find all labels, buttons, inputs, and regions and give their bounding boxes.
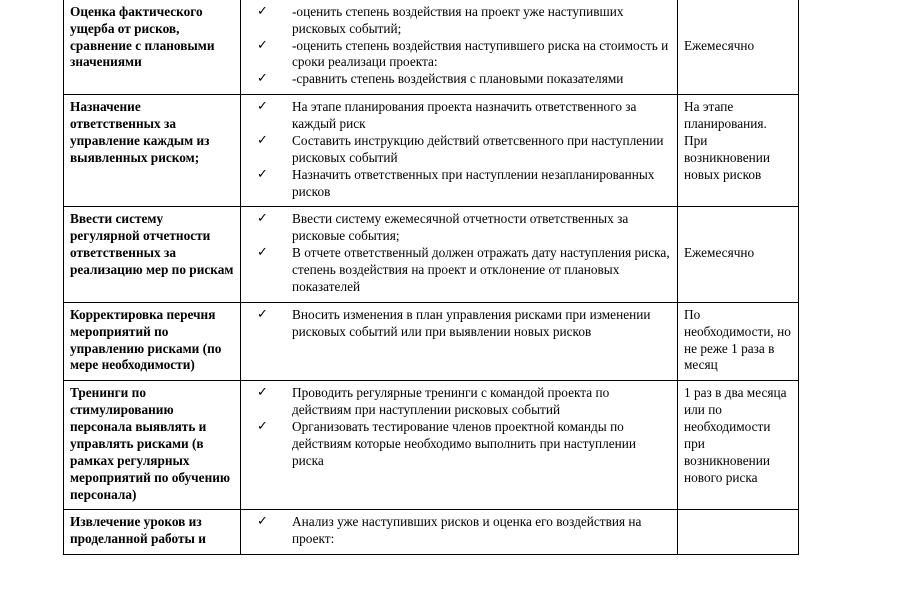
table-row xyxy=(64,0,799,95)
check-icon: ✓ xyxy=(257,37,268,53)
measure-text: Назначение ответственных за управление каждым из выявленных риском; xyxy=(70,99,210,165)
table-row xyxy=(64,510,799,555)
period-cell xyxy=(678,95,799,207)
measure-text: Ввести систему регулярной отчетности ответственных за реализацию мер по рискам xyxy=(70,211,234,277)
measure-text: Извлечение уроков из проделанной работы и xyxy=(70,514,206,547)
actions-cell xyxy=(241,302,678,381)
table-row xyxy=(64,207,799,302)
period-cell xyxy=(678,302,799,381)
actions-cell xyxy=(241,510,678,555)
actions-cell xyxy=(241,207,678,302)
check-icon: ✓ xyxy=(257,306,268,322)
action-text: Организовать тестирование членов проектной команды по действиям которые необходимо выполнить при наступлении риска xyxy=(292,419,636,468)
action-text: Вносить изменения в план управления рисками при изменении рисковых событий или при выявлении новых рисков xyxy=(292,306,651,339)
list-item xyxy=(247,133,671,167)
list-item xyxy=(247,167,671,201)
measure-cell xyxy=(64,381,241,510)
measure-cell xyxy=(64,0,241,95)
check-icon: ✓ xyxy=(257,132,268,148)
list-item xyxy=(247,385,671,419)
table-row xyxy=(64,381,799,510)
list-item xyxy=(247,38,671,72)
measure-text: Оценка фактического ущерба от рисков, сравнение с плановыми значениями xyxy=(70,3,215,70)
period-cell xyxy=(678,0,799,95)
check-icon: ✓ xyxy=(257,99,268,115)
list-item xyxy=(247,71,671,88)
check-icon: ✓ xyxy=(257,3,268,19)
table-row xyxy=(64,302,799,381)
measure-cell xyxy=(64,207,241,302)
action-text: -сравнить степень воздействия с плановыми показателями xyxy=(292,71,624,87)
check-icon: ✓ xyxy=(257,71,268,87)
actions-list xyxy=(247,99,671,200)
action-text: -оценить степень воздействия наступившего риска на стоимость и сроки реализаци проекта: xyxy=(292,37,669,70)
check-icon: ✓ xyxy=(257,166,268,182)
actions-list xyxy=(247,385,671,469)
measure-text: Корректировка перечня мероприятий по управлению рисками (по мере необходимости) xyxy=(70,306,222,373)
measure-text: Тренинги по стимулированию персонала выявлять и управлять рисками (в рамках регулярных мероприятий по обучению персонала) xyxy=(70,385,231,502)
actions-cell xyxy=(241,95,678,207)
list-item xyxy=(247,419,671,470)
action-text: -оценить степень воздействия на проект уже наступивших рисковых событий; xyxy=(292,3,624,36)
action-text: В отчете ответственный должен отражать дату наступления риска, степень воздействия на проект и отклонение от плановых показателей xyxy=(292,245,670,294)
period-text: Ежемесячно xyxy=(684,245,755,261)
actions-list xyxy=(247,211,671,295)
list-item xyxy=(247,514,671,548)
list-item xyxy=(247,307,671,341)
actions-list xyxy=(247,4,671,88)
risk-management-table xyxy=(63,0,799,555)
list-item xyxy=(247,4,671,38)
check-icon: ✓ xyxy=(257,211,268,227)
period-cell xyxy=(678,381,799,510)
period-text: На этапе планирования. При возникновении новых рисков xyxy=(684,99,770,182)
risk-management-table-wrapper xyxy=(63,0,798,555)
actions-cell xyxy=(241,381,678,510)
list-item xyxy=(247,245,671,296)
check-icon: ✓ xyxy=(257,245,268,261)
actions-cell xyxy=(241,0,678,95)
action-text: На этапе планирования проекта назначить ответственного за каждый риск xyxy=(292,99,637,131)
action-text: Проводить регулярные тренинги с командой проекта по действиям при наступлении рисковых событий xyxy=(292,385,610,418)
actions-list xyxy=(247,307,671,341)
action-text: Назначить ответственных при наступлении незапланированных рисков xyxy=(292,166,655,199)
action-text: Анализ уже наступивших рисков и оценка его воздействия на проект: xyxy=(292,514,642,547)
period-cell xyxy=(678,510,799,555)
measure-cell xyxy=(64,302,241,381)
measure-cell xyxy=(64,510,241,555)
period-text: Ежемесячно xyxy=(684,37,755,53)
check-icon: ✓ xyxy=(257,419,268,434)
check-icon: ✓ xyxy=(257,514,268,530)
list-item xyxy=(247,211,671,245)
period-text: По необходимости, но не реже 1 раза в месяц xyxy=(684,306,791,373)
actions-list xyxy=(247,514,671,548)
action-text: Составить инструкцию действий ответсвенного при наступлении рисковых событий xyxy=(292,132,664,165)
period-text: 1 раз в два месяца или по необходимости при возникновении нового риска xyxy=(684,385,787,485)
measure-cell xyxy=(64,95,241,207)
list-item xyxy=(247,99,671,133)
check-icon: ✓ xyxy=(257,385,268,401)
action-text: Ввести систему ежемесячной отчетности ответственных за рисковые события; xyxy=(292,211,629,244)
table-row xyxy=(64,95,799,207)
period-cell xyxy=(678,207,799,302)
